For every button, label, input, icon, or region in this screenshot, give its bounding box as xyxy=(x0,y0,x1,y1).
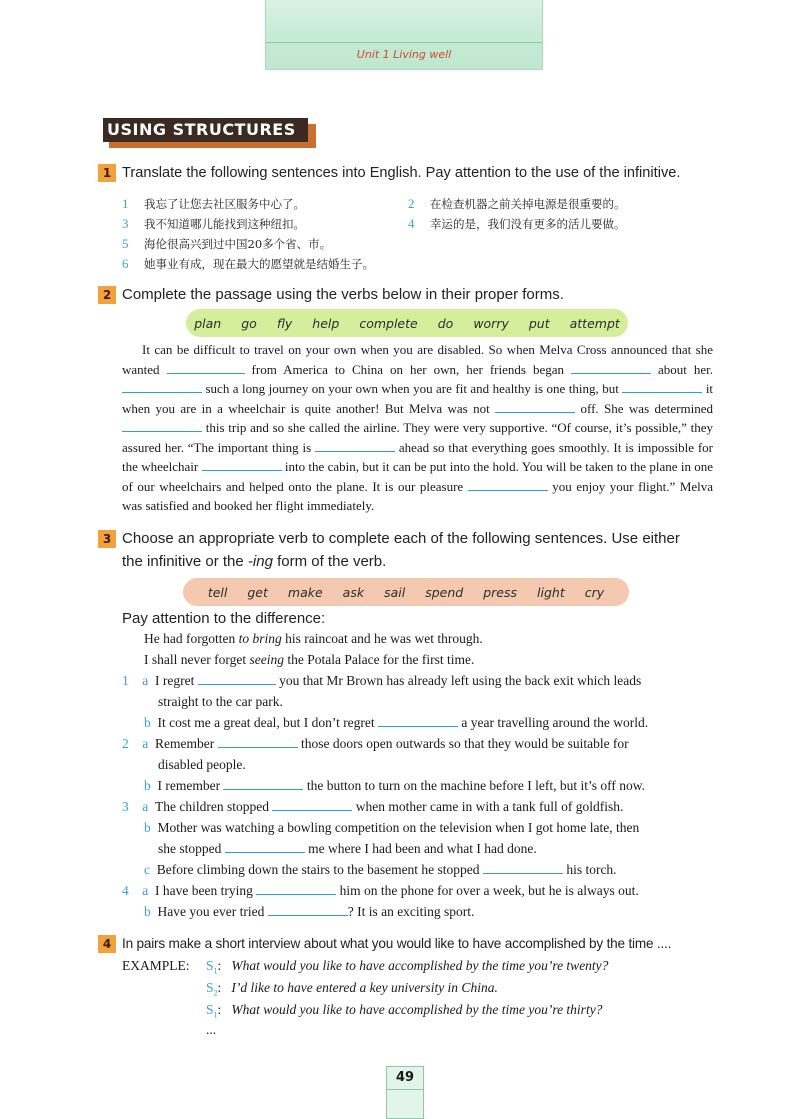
unit-label: Unit 1 Living well xyxy=(356,48,452,61)
exercise-item: c Before climbing down the stairs to the basement he stopped his torch. xyxy=(144,862,617,877)
word-bank-item: sail xyxy=(384,584,406,600)
word-bank-item: make xyxy=(287,584,323,600)
exercise-item: b It cost me a great deal, but I don’t regret a year travelling around the world. xyxy=(144,715,649,730)
exercise-item: b Mother was watching a bowling competition on the television when I got home late, then xyxy=(144,820,640,835)
dialogue-line: $S_1$: What would you like to have accomplished by the time you’re twenty? xyxy=(206,958,609,976)
answer-blank[interactable] xyxy=(622,381,702,393)
exercise-number: 4 xyxy=(98,935,116,953)
translation-item: 2 在检查机器之前关掉电源是很重要的。 xyxy=(408,196,626,211)
example-label: EXAMPLE: xyxy=(122,958,190,973)
answer-blank[interactable] xyxy=(272,799,352,811)
answer-blank[interactable] xyxy=(167,362,245,374)
word-bank-item: press xyxy=(483,584,518,600)
word-bank-item: worry xyxy=(473,315,509,331)
exercise-item: 1 a I regret you that Mr Brown has already left using the back exit which leads xyxy=(122,673,642,688)
exercise-instruction: In pairs make a short interview about what you would like to have accomplished by the time .... xyxy=(122,936,672,951)
word-bank-item: do xyxy=(437,315,454,331)
word-bank-item: go xyxy=(241,315,257,331)
exercise-item-cont: she stopped me where I had been and what I had done. xyxy=(158,841,537,856)
exercise-number: 1 xyxy=(98,164,116,182)
word-bank-item: ask xyxy=(342,584,365,600)
answer-blank[interactable] xyxy=(495,401,575,413)
exercise-instruction-cont: the infinitive or the -ing form of the verb. xyxy=(122,553,387,570)
answer-blank[interactable] xyxy=(218,736,298,748)
exercise-instruction: Complete the passage using the verbs below in their proper forms. xyxy=(122,286,564,303)
translation-item: 4 幸运的是，我们没有更多的活儿要做。 xyxy=(408,216,626,231)
page-number: 49 xyxy=(395,1070,415,1085)
word-bank xyxy=(186,309,628,337)
answer-blank[interactable] xyxy=(468,479,548,491)
answer-blank[interactable] xyxy=(571,362,651,374)
exercise-number: 3 xyxy=(98,530,116,548)
exercise-instruction: Choose an appropriate verb to complete each of the following sentences. Use either xyxy=(122,530,680,547)
translation-item: 6 她事业有成，现在最大的愿望就是结婚生子。 xyxy=(122,256,374,271)
word-bank-item: put xyxy=(528,315,550,331)
word-bank-item: get xyxy=(247,584,268,600)
passage: It can be difficult to travel on your own when you are disabled. So when Melva Cross announced that she wanted from America to China on her own, her friends began about her. such a long journey on your own when you are fit and healthy is one thing, but it when you are in a wheelchair is quite another! But Melva was not off. She was determined this trip and so she called the airline. They were very supportive. “Of course, it’s possible,” they assured her. “The important thing is ahead so that everything goes smoothly. It is impossible for the wheelchair into the cabin, but it can be put into the hold. You will be taken to the plane in one of our wheelchairs and helped onto the plane. It is our pleasure you enjoy your flight.” Melva was satisfied and booked her flight immediately. xyxy=(122,342,714,513)
section-title: USING STRUCTURES xyxy=(103,118,308,142)
exercise-item-cont: disabled people. xyxy=(158,757,246,772)
answer-blank[interactable] xyxy=(223,778,303,790)
word-bank-item: plan xyxy=(194,315,222,331)
exercise-item: 2 a Remember those doors open outwards so that they would be suitable for xyxy=(122,736,629,751)
word-bank xyxy=(183,578,629,606)
answer-blank[interactable] xyxy=(122,420,202,432)
exercise-instruction: Translate the following sentences into English. Pay attention to the use of the infinitive. xyxy=(122,165,681,181)
dialogue-line: $S_1$: What would you like to have accomplished by the time you’re thirty? xyxy=(206,1002,603,1020)
dialogue-line: $S_2$: I’d like to have entered a key university in China. xyxy=(206,980,498,998)
exercise-item-cont: straight to the car park. xyxy=(158,694,283,709)
exercise-item: 3 a The children stopped when mother came in with a tank full of goldfish. xyxy=(122,799,624,814)
dialogue-ellipsis: ... xyxy=(206,1022,217,1037)
answer-blank[interactable] xyxy=(378,715,458,727)
word-bank-item: cry xyxy=(584,584,605,600)
answer-blank[interactable] xyxy=(225,841,305,853)
header-divider xyxy=(266,42,542,43)
word-bank-item: light xyxy=(537,584,565,600)
word-bank-item: attempt xyxy=(569,315,620,331)
translation-item: 3 我不知道哪儿能找到这种纽扣。 xyxy=(122,216,305,231)
exercise-item: 4 a I have been trying him on the phone for over a week, but he is always out. xyxy=(122,883,639,898)
answer-blank[interactable] xyxy=(483,862,563,874)
answer-blank[interactable] xyxy=(198,673,276,685)
exercise-item: b I remember the button to turn on the machine before I left, but it’s off now. xyxy=(144,778,646,793)
section-banner xyxy=(103,118,316,148)
word-bank-item: fly xyxy=(276,315,293,331)
answer-blank[interactable] xyxy=(315,440,395,452)
word-bank-item: help xyxy=(312,315,340,331)
page-number-divider xyxy=(386,1089,424,1090)
example-sentence: I shall never forget seeing the Potala Palace for the first time. xyxy=(144,652,475,667)
answer-blank[interactable] xyxy=(256,883,336,895)
answer-blank[interactable] xyxy=(268,904,348,916)
translation-item: 1 我忘了让您去社区服务中心了。 xyxy=(122,196,305,211)
answer-blank[interactable] xyxy=(202,459,282,471)
difference-note: Pay attention to the difference: xyxy=(122,610,326,627)
exercise-number: 2 xyxy=(98,286,116,304)
answer-blank[interactable] xyxy=(122,381,202,393)
word-bank-item: complete xyxy=(359,315,418,331)
translation-item: 5 海伦很高兴到过中国20多个省、市。 xyxy=(122,236,332,251)
example-sentence: He had forgotten to bring his raincoat and he was wet through. xyxy=(144,631,483,646)
unit-header-tab xyxy=(265,0,543,70)
word-bank-item: tell xyxy=(207,584,228,600)
word-bank-item: spend xyxy=(425,584,464,600)
exercise-item: b Have you ever tried ? It is an exciting sport. xyxy=(144,904,475,919)
